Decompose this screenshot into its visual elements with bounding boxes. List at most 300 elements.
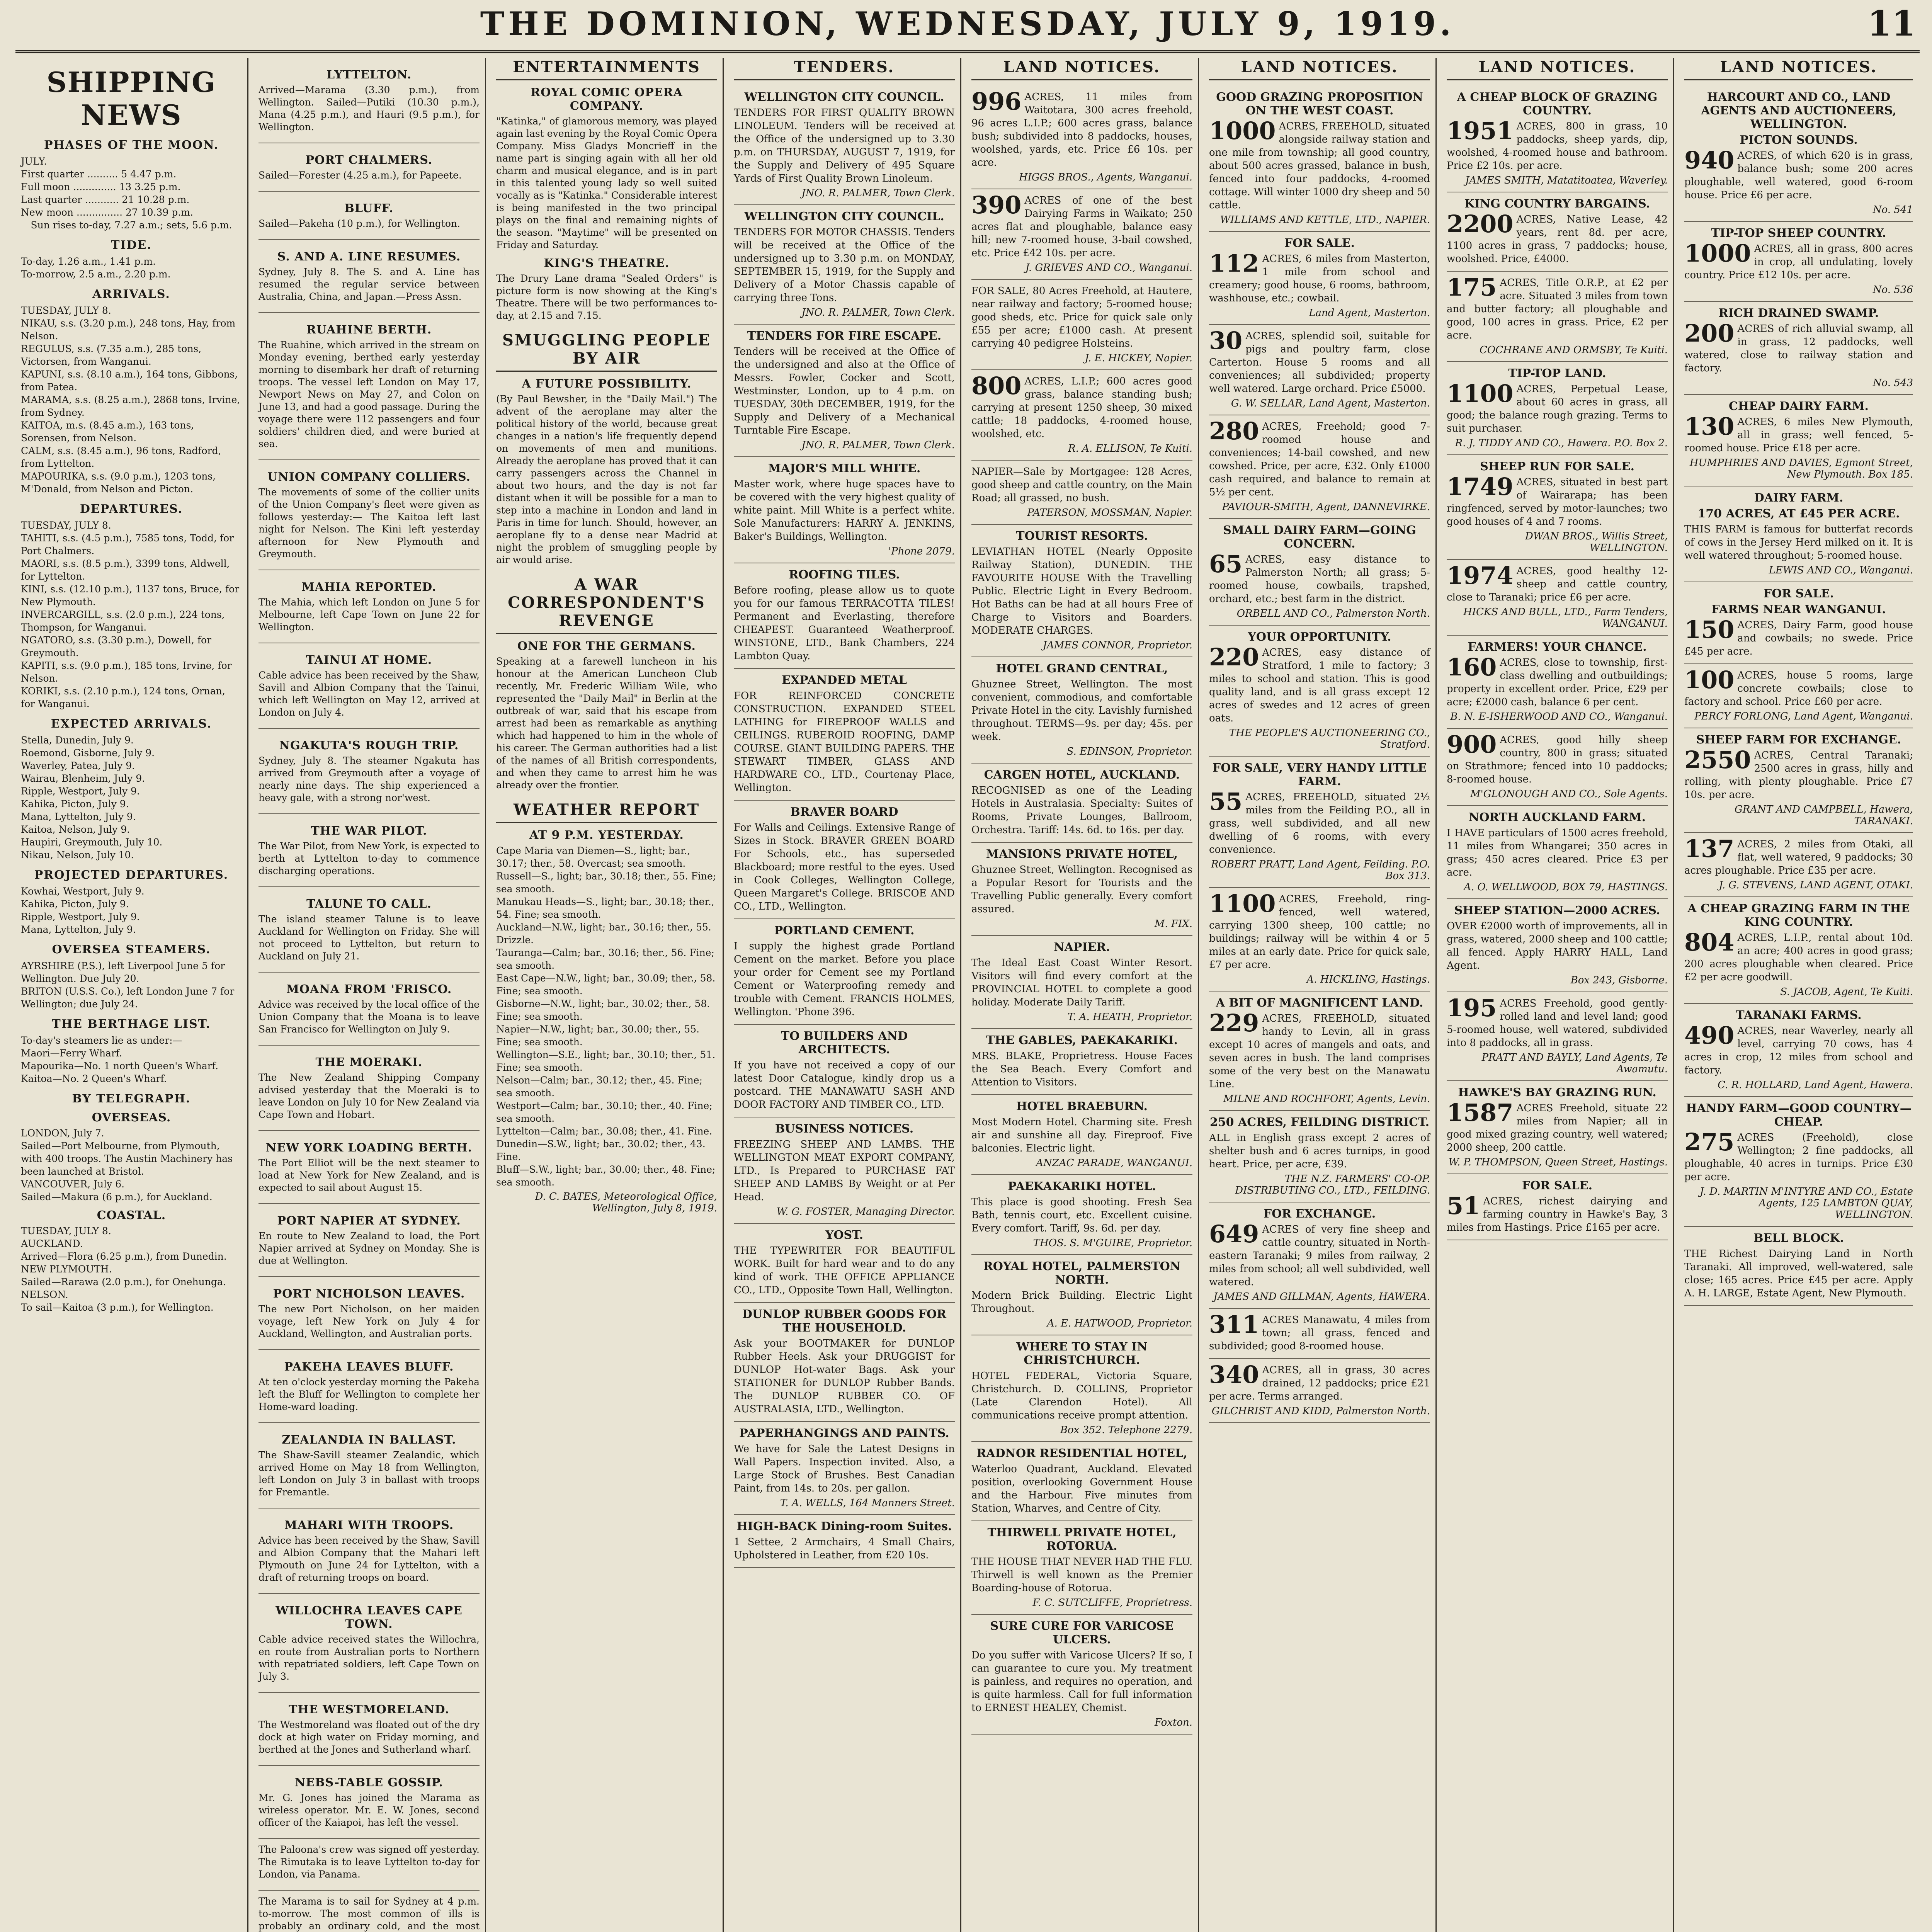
ad-body <box>971 284 1192 350</box>
ad-signature: WILLIAMS AND KETTLE, LTD., NAPIER. <box>1220 214 1430 226</box>
advertisement <box>1447 86 1668 192</box>
advertisement <box>971 1335 1192 1442</box>
ad-subtitle: PICTON SOUNDS. <box>1740 133 1858 147</box>
ad-body <box>1447 379 1668 435</box>
advertisement <box>971 657 1192 764</box>
shipping-item <box>259 143 480 192</box>
ad-acreage-number: 804 <box>1684 928 1735 956</box>
ad-title: RADNOR RESIDENTIAL HOTEL, <box>976 1447 1187 1460</box>
advertisement <box>1447 806 1668 899</box>
ad-text: ACRES, Dairy Farm, good house and cowbails; no swede. Price £45 per acre. <box>1684 619 1913 657</box>
ad-text: Most Modern Hotel. Charming site. Fresh air and sunshine all day. Fireproof. Five balconies. Electric light. <box>971 1116 1192 1154</box>
moon-heading: PHASES OF THE MOON. <box>44 138 219 152</box>
shipping-item <box>259 570 480 643</box>
shipping-item <box>259 1277 480 1350</box>
ad-signature: GRANT AND CAMPBELL, Hawera, TARANAKI. <box>1734 804 1913 827</box>
ad-acreage-number: 1100 <box>1447 379 1514 408</box>
shipping-item <box>259 1204 480 1277</box>
list-item: TUESDAY, JULY 8. <box>21 520 111 531</box>
moon-phases <box>21 155 242 219</box>
shipping-item <box>259 1839 480 1891</box>
shipping-item-title: THE WAR PILOT. <box>311 824 427 838</box>
ad-signature: W. G. FOSTER, Managing Director. <box>776 1206 955 1218</box>
ad-signature: LEWIS AND CO., Wanganui. <box>1769 565 1913 576</box>
ad-signature: HIGGS BROS., Agents, Wanganui. <box>1019 172 1192 183</box>
shipping-item-title: LYTTELTON. <box>326 68 412 82</box>
ad-signature: S. EDINSON, Proprietor. <box>1066 746 1192 757</box>
expected-heading: EXPECTED ARRIVALS. <box>51 717 212 731</box>
column-land-notices-3 <box>1441 58 1673 1932</box>
ad-acreage-number: 137 <box>1684 835 1735 863</box>
advertisement <box>734 86 955 205</box>
smuggling-article: (By Paul Bewsher, in the "Daily Mail.") The advent of the aeroplane may alter the political history of the world, because great changes in a nation's life frequently depend on movements of men and munitions. Already the aeroplane has proved that it can carry passengers across the Channel in about two hours, and the day is not far distant when it will be possible for a man to step into a machine in London and land in Paris in time for lunch. Should, however, an aeroplane fly to a dense near Madrid at night the problem of smuggling people by air would arise. <box>496 393 717 565</box>
list-item: REGULUS, s.s. (7.35 a.m.), 285 tons, Victorsen, from Wanganui. <box>21 343 202 367</box>
ad-body <box>971 1116 1192 1155</box>
list-item: Mana, Lyttelton, July 9. <box>21 811 136 822</box>
advertisement <box>1684 664 1913 728</box>
ad-body <box>734 1138 955 1204</box>
ad-text: ACRES, FREEHOLD, situated alongside railway station and one mile from township; all good country, about 500 acres grassed, balance in bush, fenced into four paddocks, 4-roomed cottage. Will winter 1000 dry sheep and 50 cattle. <box>1209 121 1430 211</box>
advertisement <box>971 1615 1192 1735</box>
ad-signature: Foxton. <box>1154 1717 1192 1728</box>
ad-title: EXPANDED METAL <box>782 673 907 687</box>
advertisement <box>971 525 1192 657</box>
ad-signature: B. N. E-ISHERWOOD AND CO., Wanganui. <box>1450 711 1668 723</box>
ad-title: RICH DRAINED SWAMP. <box>1718 306 1879 320</box>
advertisement <box>1684 302 1913 395</box>
list-item: Ripple, Westport, July 9. <box>21 911 140 922</box>
ad-title: HIGH-BACK Dining-room Suites. <box>736 1520 952 1533</box>
ad-title: THIRWELL PRIVATE HOTEL, ROTORUA. <box>987 1526 1177 1553</box>
ad-acreage-number: 900 <box>1447 730 1497 759</box>
ad-acreage-number: 100 <box>1684 666 1735 694</box>
ad-signature: GILCHRIST AND KIDD, Palmerston North. <box>1211 1405 1430 1417</box>
shipping-item <box>259 313 480 460</box>
ad-title: HOTEL GRAND CENTRAL, <box>996 662 1168 675</box>
shipping-item-body: The Shaw-Savill steamer Zealandic, which arrived Home on May 18 from Wellington, left London on July 3 in ballast with troops for Fremantle. <box>259 1449 480 1498</box>
ad-signature: J. D. MARTIN M'INTYRE AND CO., Estate Agents, 125 LAMBTON QUAY, WELLINGTON. <box>1700 1186 1913 1221</box>
shipping-item <box>259 460 480 570</box>
advertisement <box>734 457 955 563</box>
shipping-item-title: NEBS-TABLE GOSSIP. <box>294 1776 444 1789</box>
ad-signature: Land Agent, Masterton. <box>1309 307 1430 319</box>
war-correspondent-subheading: ONE FOR THE GERMANS. <box>517 639 696 653</box>
weather-line: Lyttelton—Calm; bar., 30.08; ther., 41. Fine. <box>496 1126 713 1137</box>
ad-title: WHERE TO STAY IN CHRISTCHURCH. <box>1016 1340 1148 1367</box>
list-item: NEW PLYMOUTH. <box>21 1264 112 1275</box>
ad-acreage-number: 490 <box>1684 1021 1735 1049</box>
advertisement <box>1447 636 1668 729</box>
advertisement <box>1447 729 1668 806</box>
ad-signature: T. A. WELLS, 164 Manners Street. <box>780 1497 955 1509</box>
shipping-item-body: The Marama is to sail for Sydney at 4 p.m. to-morrow. The most common of ills is probably an ordinary cold, and the most <box>259 1896 480 1932</box>
ad-title: FOR SALE. <box>1284 236 1355 250</box>
ad-text: ACRES of rich alluvial swamp, all in grass, 12 paddocks, well watered, close to railway station and factory. <box>1684 323 1913 374</box>
list-item: Ripple, Westport, July 9. <box>21 786 140 797</box>
advertisement <box>1684 1097 1913 1227</box>
weather-signature: D. C. BATES, Meteorological Office, Wellington, July 8, 1919. <box>535 1191 717 1214</box>
land-notices-ads-4 <box>1684 86 1913 1306</box>
weather-heading: WEATHER REPORT <box>496 801 717 823</box>
list-item: Mana, Lyttelton, July 9. <box>21 924 136 935</box>
ad-text: LEVIATHAN HOTEL (Nearly Opposite Railway Station), DUNEDIN. THE FAVOURITE HOUSE With the Travelling Public. Electric Light in Every Bedroom. Hot Baths can be had at all hours Free of Charge to Visitors and Boarders. MODERATE CHARGES. <box>971 546 1192 636</box>
ad-body <box>1447 730 1668 786</box>
ad-signature: DWAN BROS., Willis Street, WELLINGTON. <box>1525 531 1668 554</box>
list-item: JULY. <box>21 156 47 167</box>
ad-acreage-number: 200 <box>1684 319 1735 347</box>
ad-title: TARANAKI FARMS. <box>1736 1009 1862 1022</box>
ad-text: This place is good shooting. Fresh Sea Bath, tennis court, etc. Excellent cuisine. Every comfort. Tariff, 9s. 6d. per day. <box>971 1196 1192 1234</box>
advertisement <box>1209 888 1430 992</box>
ad-signature: S. JACOB, Agent, Te Kuiti. <box>1780 986 1913 998</box>
ad-title: A BIT OF MAGNIFICENT LAND. <box>1216 996 1423 1010</box>
advertisement <box>1684 222 1913 302</box>
ad-signature: PAVIOUR-SMITH, Agent, DANNEVIRKE. <box>1222 501 1430 513</box>
advertisement <box>971 1255 1192 1335</box>
list-item: NELSON. <box>21 1289 68 1300</box>
ad-acreage-number: 195 <box>1447 994 1497 1022</box>
advertisement <box>1209 1309 1430 1359</box>
ad-body <box>1684 746 1913 801</box>
advertisement <box>734 205 955 325</box>
land-notices-heading-2: LAND NOTICES. <box>1209 58 1430 80</box>
shipping-item-body: The Westmoreland was floated out of the dry dock at high water on Friday morning, and berthed at the Jones and Sutherland wharf. <box>259 1719 480 1755</box>
ad-text: Ask your BOOTMAKER for DUNLOP Rubber Heels. Ask your DRUGGIST for DUNLOP Hot-water Bags. Ask your STATIONER for DUNLOP Rubber Bands. The DUNLOP RUBBER CO. OF AUSTRALASIA, LTD., Wellington. <box>734 1338 955 1415</box>
shipping-item <box>259 1131 480 1204</box>
land-notices-ads-2 <box>1209 86 1430 1423</box>
ad-text: ACRES, house 5 rooms, large concrete cowbails; close to factory and school. Price £60 per acre. <box>1684 670 1913 707</box>
advertisement <box>734 1117 955 1224</box>
ad-signature: ORBELL AND CO., Palmerston North. <box>1236 608 1430 619</box>
advertisement <box>971 461 1192 525</box>
ad-body <box>1209 117 1430 212</box>
advertisement <box>734 325 955 457</box>
ad-text: ACRES, richest dairying and farming country in Hawke's Bay, 3 miles from Hastings. Price £165 per acre. <box>1447 1196 1668 1233</box>
ad-title: NORTH AUCKLAND FARM. <box>1468 811 1646 824</box>
column-tenders <box>728 58 960 1932</box>
ad-signature: HUMPHRIES AND DAVIES, Egmont Street, New Plymouth. Box 185. <box>1689 457 1913 480</box>
shipping-item <box>259 240 480 313</box>
list-item: To-day, 1.26 a.m., 1.41 p.m. <box>21 256 156 267</box>
ad-body <box>971 784 1192 837</box>
advertisement <box>1209 519 1430 626</box>
shipping-item-title: NEW YORK LOADING BERTH. <box>265 1141 473 1155</box>
departures-list <box>21 519 242 710</box>
ad-body <box>1447 117 1668 172</box>
ad-signature: A. E. HATWOOD, Proprietor. <box>1047 1318 1192 1329</box>
list-item: NIKAU, s.s. (3.20 p.m.), 248 tons, Hay, from Nelson. <box>21 318 236 342</box>
ad-title: HAWKE'S BAY GRAZING RUN. <box>1458 1086 1656 1099</box>
ad-title: HARCOURT AND CO., LAND AGENTS AND AUCTIONEERS, WELLINGTON. <box>1701 90 1896 131</box>
ad-acreage-number: 340 <box>1209 1361 1259 1389</box>
ad-text: I HAVE particulars of 1500 acres freehold, 11 miles from Whangarei; 350 acres in grass; 450 acres cleared. Price £3 per acre. <box>1447 827 1668 878</box>
ad-body <box>1447 210 1668 265</box>
list-item: KAPUNI, s.s. (8.10 a.m.), 164 tons, Gibbons, from Patea. <box>21 369 238 393</box>
ad-title: ROYAL HOTEL, PALMERSTON NORTH. <box>983 1260 1181 1287</box>
advertisement <box>1447 362 1668 455</box>
list-item: To-day's steamers lie as under:— <box>21 1035 182 1046</box>
column-rule <box>1198 58 1199 1932</box>
shipping-item <box>259 1423 480 1509</box>
weather-line: Tauranga—Calm; bar., 30.16; ther., 56. Fine; sea smooth. <box>496 947 714 971</box>
list-item: KINI, s.s. (12.10 p.m.), 1137 tons, Bruce, for New Plymouth. <box>21 583 240 607</box>
ad-text: ALL in English grass except 2 acres of shelter bush and 6 acres turnips, in good heart. Price, per acre, £39. <box>1209 1132 1430 1170</box>
advertisement <box>971 843 1192 936</box>
advertisement <box>1684 728 1913 833</box>
shipping-item <box>259 192 480 240</box>
ad-text: Waterloo Quadrant, Auckland. Elevated position, overlooking Government House and the Harbour. Five minutes from Station, Wharves, and Centre of City. <box>971 1463 1192 1514</box>
ad-text: Ghuznee Street, Wellington. Recognised as a Popular Resort for Tourists and the Travelling Public generally. Every comfort assured. <box>971 864 1192 915</box>
ad-signature: J. E. HICKEY, Napier. <box>1085 352 1192 364</box>
weather-line: Napier—N.W., light; bar., 30.00; ther., 55. Fine; sea smooth. <box>496 1024 700 1048</box>
shipping-item-body: Sailed—Forester (4.25 a.m.), for Papeete. <box>259 170 462 181</box>
ad-acreage-number: 1100 <box>1209 889 1276 918</box>
column-rule <box>485 58 486 1932</box>
advertisement <box>1209 1202 1430 1309</box>
ad-text: ACRES, 11 miles from Waitotara, 300 acres freehold, 96 acres L.I.P.; 600 acres grass, balance bush; subdivided into 8 paddocks, houses, woolshed, yards, etc. Price £6 10s. per acre. <box>971 91 1192 168</box>
shipping-item-title: TALUNE TO CALL. <box>306 897 432 911</box>
ad-subtitle: 170 ACRES, AT £45 PER ACRE. <box>1697 507 1900 520</box>
ad-title: SURE CURE FOR VARICOSE ULCERS. <box>990 1619 1174 1646</box>
overseas-list <box>21 959 242 1010</box>
advertisement <box>1684 1004 1913 1097</box>
ad-text: ACRES, L.I.P., rental about 10d. an acre; 400 acres in good grass; 200 acres ploughable when cleared. Price £2 per acre goodwill. <box>1684 932 1913 983</box>
advertisement <box>1209 1111 1430 1202</box>
ad-text: The Ideal East Coast Winter Resort. Visitors will find every comfort at the PROVINCIAL HOTEL to complete a good holiday. Moderate Daily Tariff. <box>971 957 1192 1008</box>
ad-text: ACRES, all in grass, 800 acres in crop, all undulating, lovely country. Price £12 10s. per acre. <box>1684 243 1913 281</box>
ad-body <box>1447 473 1668 528</box>
ad-acreage-number: 1000 <box>1684 239 1751 267</box>
ad-signature: Box 352. Telephone 2279. <box>1060 1424 1192 1436</box>
list-item: Sailed—Rarawa (2.0 p.m.), for Onehunga. <box>21 1276 226 1287</box>
ad-text: ACRES, 6 miles from Masterton, 1 mile from school and creamery; good house, 6 rooms, bathroom, washhouse, etc.; cowbail. <box>1209 253 1430 304</box>
shipping-item-body: Mr. G. Jones has joined the Marama as wireless operator. Mr. E. W. Jones, second officer of the Kaiapoi, has left the vessel. <box>259 1792 480 1828</box>
ad-body <box>1684 835 1913 877</box>
arrivals-heading: ARRIVALS. <box>92 287 170 301</box>
ad-body <box>1209 249 1430 305</box>
ad-signature: HICKS AND BULL, LTD., Farm Tenders, WANGANUI. <box>1463 606 1668 629</box>
ad-signature: JAMES AND GILLMAN, Agents, HAWERA. <box>1213 1291 1430 1303</box>
shipping-item-title: RUAHINE BERTH. <box>306 323 432 337</box>
ad-title: SHEEP FARM FOR EXCHANGE. <box>1696 733 1901 747</box>
weather-line: Auckland—N.W., light; bar., 30.16; ther., 55. Drizzle. <box>496 922 711 946</box>
column-shipping-items <box>253 58 485 1932</box>
shipping-item-body: En route to New Zealand to load, the Port Napier arrived at Sydney on Monday. She is due at Wellington. <box>259 1230 480 1266</box>
masthead <box>15 0 1920 53</box>
ad-body <box>1684 523 1913 562</box>
ad-title: WELLINGTON CITY COUNCIL. <box>744 210 944 223</box>
list-item: New moon ............... 27 10.39 p.m. <box>21 207 193 218</box>
list-item: Mapourika—No. 1 north Queen's Wharf. <box>21 1060 218 1071</box>
shipping-item-title: MAHARI WITH TROOPS. <box>284 1519 454 1532</box>
ad-body <box>971 465 1192 505</box>
ad-text: ACRES Manawatu, 4 miles from town; all grass, fenced and subdivided; good 8-roomed house. <box>1209 1314 1430 1352</box>
advertisement <box>971 189 1192 280</box>
ad-body <box>734 1244 955 1297</box>
ad-text: Master work, where huge spaces have to be covered with the very highest quality of white paint. Mill White is a perfect white. Sole Manufacturers: HARRY A. JENKINS, Baker's Buildings, Wellington. <box>734 478 955 543</box>
weather-line: Manukau Heads—S., light; bar., 30.18; ther., 54. Fine; sea smooth. <box>496 896 714 920</box>
shipping-item <box>259 814 480 887</box>
advertisement <box>1209 626 1430 757</box>
ad-title: DAIRY FARM. <box>1754 491 1844 505</box>
ad-body <box>971 87 1192 169</box>
weather-line: Bluff—S.W., light; bar., 30.00; ther., 48. Fine; sea smooth. <box>496 1164 716 1188</box>
ad-text: ACRES, easy distance of Stratford, 1 mile to factory; 3 miles to school and station. This is good quality land, and is all grass except 12 acres of swedes and 12 acres of green oats. <box>1209 647 1430 724</box>
ad-title: TO BUILDERS AND ARCHITECTS. <box>781 1029 908 1056</box>
ad-signature: ROBERT PRATT, Land Agent, Feilding. P.O. Box 313. <box>1211 859 1430 882</box>
ad-signature: THE PEOPLE'S AUCTIONEERING CO., Stratford. <box>1229 727 1430 750</box>
advertisement <box>1447 560 1668 636</box>
weather-subheading: AT 9 P.M. YESTERDAY. <box>529 828 684 842</box>
shipping-item-title: THE WESTMORELAND. <box>289 1703 449 1716</box>
ad-text: HOTEL FEDERAL, Victoria Square, Christchurch. D. COLLINS, Proprietor (Late Clarendon Hotel). All communications receive prompt attention. <box>971 1370 1192 1421</box>
smuggling-subheading: A FUTURE POSSIBILITY. <box>522 377 692 391</box>
advertisement <box>971 1442 1192 1521</box>
ad-signature: JNO. R. PALMER, Town Clerk. <box>801 187 955 199</box>
ad-acreage-number: 112 <box>1209 249 1259 277</box>
telegraph-heading: BY TELEGRAPH. <box>72 1092 191 1105</box>
column-rule <box>723 58 724 1932</box>
ad-title: SHEEP RUN FOR SALE. <box>1480 460 1634 473</box>
advertisement <box>1447 1081 1668 1174</box>
ad-title: HANDY FARM—GOOD COUNTRY—CHEAP. <box>1686 1102 1912 1129</box>
sun-times: Sun rises to-day, 7.27 a.m.; sets, 5.6 p.m. <box>31 219 232 231</box>
ad-body <box>734 821 955 913</box>
war-correspondent-heading: A WAR CORRESPONDENT'S REVENGE <box>496 575 717 634</box>
list-item: First quarter .......... 5 4.47 p.m. <box>21 168 177 180</box>
ad-text: TENDERS FOR MOTOR CHASSIS. Tenders will be received at the Office of the undersigned up to 3.30 p.m. on MONDAY, SEPTEMBER 15, 1919, for the Supply and Delivery of a Motor Chassis capable of carrying three Tons. <box>734 226 955 304</box>
list-item: Stella, Dunedin, July 9. <box>21 735 134 746</box>
ad-body <box>1209 1009 1430 1091</box>
shipping-item <box>259 1350 480 1423</box>
list-item: BRITON (U.S.S. Co.), left London June 7 for Wellington; due July 24. <box>21 986 235 1010</box>
list-item: TAHITI, s.s. (4.5 p.m.), 7585 tons, Todd, for Port Chalmers. <box>21 532 234 556</box>
ad-text: ACRES, Perpetual Lease, about 60 acres in grass, all good; the balance rough grazing. Terms to suit purchaser. <box>1447 383 1668 434</box>
column-rule <box>1673 58 1674 1932</box>
ad-text: THE Richest Dairying Land in North Taranaki. All improved, well-watered, sale close; 165 acres. Price £45 per acre. Apply A. H. LARGE, Estate Agent, New Plymouth. <box>1684 1248 1913 1299</box>
ad-body <box>734 106 955 185</box>
ad-title: THE GABLES, PAEKAKARIKI. <box>986 1034 1178 1047</box>
shipping-item-title: MAHIA REPORTED. <box>301 580 437 594</box>
list-item: KAPITI, s.s. (9.0 p.m.), 185 tons, Irvine, for Nelson. <box>21 660 232 684</box>
departures-heading: DEPARTURES. <box>80 502 183 516</box>
ad-signature: Box 243, Gisborne. <box>1570 975 1668 986</box>
ad-title: A CHEAP BLOCK OF GRAZING COUNTRY. <box>1457 90 1658 117</box>
ad-body <box>971 956 1192 1009</box>
ad-title: BELL BLOCK. <box>1753 1231 1844 1245</box>
column-land-notices-4 <box>1679 58 1918 1932</box>
ad-body <box>971 1555 1192 1595</box>
ad-signature: F. C. SUTCLIFFE, Proprietress. <box>1032 1597 1192 1609</box>
ad-acreage-number: 51 <box>1447 1192 1480 1220</box>
ad-body <box>734 1059 955 1111</box>
ad-text: ACRES, Native Lease, 42 years, rent 8d. per acre, 1100 acres in grass, 7 paddocks; house, woolshed. Price, £4000. <box>1447 214 1668 265</box>
ad-text: ACRES, Freehold; good 7-roomed house and conveniences; 14-bail cowshed, and new cowshed. Price, per acre, £32. Only £1000 cash required, and balance to remain at 5½ per cent. <box>1209 421 1430 498</box>
advertisement <box>971 1029 1192 1095</box>
shipping-item <box>259 973 480 1046</box>
list-item: Kaitoa—No. 2 Queen's Wharf. <box>21 1073 167 1084</box>
ad-title: YOUR OPPORTUNITY. <box>1248 630 1391 644</box>
advertisement <box>734 1025 955 1117</box>
ad-text: Modern Brick Building. Electric Light Throughout. <box>971 1290 1192 1315</box>
list-item: MARAMA, s.s. (8.25 a.m.), 2868 tons, Irvine, from Sydney. <box>21 394 240 418</box>
advertisement <box>971 1521 1192 1615</box>
shipping-item <box>259 729 480 814</box>
ad-title: FOR SALE. <box>1522 1179 1593 1192</box>
ad-signature: JNO. R. PALMER, Town Clerk. <box>801 439 955 451</box>
shipping-item-body: Cable advice has been received by the Shaw, Savill and Albion Company that the Tainui, which left Wellington on May 12, arrived at London on July 4. <box>259 670 480 718</box>
list-item: Roemond, Gisborne, July 9. <box>21 747 155 759</box>
list-item: Kowhai, Westport, July 9. <box>21 886 145 897</box>
column-rule <box>1435 58 1437 1932</box>
ad-text: ACRES (Freehold), close Wellington; 2 fine paddocks, all ploughable, 40 acres in turnips. Price £30 per acre. <box>1684 1132 1913 1183</box>
ad-text: ACRES, good hilly sheep country, 800 in grass; situated on Strathmore; fenced into 10 paddocks; 8-roomed house. <box>1447 734 1668 785</box>
ad-body <box>1447 653 1668 709</box>
advertisement <box>734 563 955 669</box>
ad-text: FOR REINFORCED CONCRETE CONSTRUCTION. EXPANDED STEEL LATHING for FIREPROOF WALLS and CEILINGS. RUBEROID ROOFING, DAMP COURSE. GIANT BUILDING PAPERS. THE STEWART TIMBER, GLASS AND HARDWARE CO., LTD., Courtenay Place, Wellington. <box>734 690 955 794</box>
ad-text: ACRES, FREEHOLD, situated handy to Levin, all in grass except 10 acres of mangels and oats, and seven acres in bush. The land comprises some of the very best on the Manawatu Line. <box>1209 1013 1430 1090</box>
coastal-list <box>21 1225 242 1314</box>
ad-text: ACRES Freehold, situate 22 miles from Napier; all in good mixed grazing country, well watered; 2000 sheep, 200 cattle. <box>1447 1102 1668 1153</box>
ad-title: GOOD GRAZING PROPOSITION ON THE WEST COAST. <box>1216 90 1423 117</box>
ad-body <box>1209 550 1430 605</box>
ad-text: ACRES of very fine sheep and cattle country, situated in North-eastern Taranaki; 9 miles from railway, 2 miles from school; all well subdivided, well watered. <box>1209 1224 1430 1288</box>
advertisement <box>1684 582 1913 664</box>
ad-signature: COCHRANE AND ORMSBY, Te Kuiti. <box>1480 344 1668 356</box>
ad-body <box>1209 327 1430 395</box>
advertisement <box>734 669 955 801</box>
advertisement <box>1684 897 1913 1004</box>
ad-title: FOR SALE, VERY HANDY LITTLE FARM. <box>1212 761 1427 788</box>
ad-title: BRAVER BOARD <box>790 805 898 819</box>
list-item: To-morrow, 2.5 a.m., 2.20 p.m. <box>21 269 171 280</box>
weather-line: Dunedin—S.W., light; bar., 30.02; ther., 43. Fine. <box>496 1138 706 1162</box>
ad-signature: No. 536 <box>1872 284 1913 296</box>
list-item: Waverley, Patea, July 9. <box>21 760 135 771</box>
ad-body <box>1209 1310 1430 1353</box>
ad-acreage-number: 1000 <box>1209 117 1276 145</box>
ad-signature: J. GRIEVES AND CO., Wanganui. <box>1025 262 1192 274</box>
ad-body <box>734 478 955 543</box>
ad-title: TOURIST RESORTS. <box>1016 529 1148 543</box>
ad-body <box>734 226 955 304</box>
ad-acreage-number: 175 <box>1447 273 1497 301</box>
ad-acreage-number: 1974 <box>1447 561 1514 590</box>
ad-acreage-number: 150 <box>1684 616 1735 644</box>
ad-text: ACRES Freehold, good gently-rolled land and level land; good 5-roomed house, well watered, subdivided into 8 paddocks, all in grass. <box>1447 998 1668 1049</box>
ad-text: THIS FARM is famous for butterfat records of cows in the Jersey Herd milked on it. It is well watered throughout; 5-roomed house. <box>1684 524 1913 561</box>
list-item: Maori—Ferry Wharf. <box>21 1048 122 1059</box>
shipping-item-title: WILLOCHRA LEAVES CAPE TOWN. <box>276 1604 463 1631</box>
list-item: Sailed—Makura (6 p.m.), for Auckland. <box>21 1191 213 1202</box>
shipping-news-heading: SHIPPING NEWS <box>46 66 216 131</box>
ad-acreage-number: 1951 <box>1447 117 1514 145</box>
ad-signature: JNO. R. PALMER, Town Clerk. <box>801 307 955 318</box>
ad-title: PORTLAND CEMENT. <box>774 924 915 937</box>
ad-body <box>1447 1192 1668 1234</box>
list-item: Full moon .............. 13 3.25 p.m. <box>21 181 181 192</box>
shipping-item-body: Sydney, July 8. The steamer Ngakuta has arrived from Greymouth after a voyage of nearly nine days. The ship experienced a heavy gale, with a strong nor'west. <box>259 755 480 803</box>
advertisement <box>1209 415 1430 519</box>
shipping-item <box>259 1046 480 1131</box>
weather-line: Westport—Calm; bar., 30.10; ther., 40. Fine; sea smooth. <box>496 1100 713 1124</box>
shipping-item-body: Sydney, July 8. The S. and A. Line has resumed the regular service between Australia, China, and Japan.—Press Assn. <box>259 266 480 302</box>
war-correspondent-article: Speaking at a farewell luncheon in his honour at the American Luncheon Club recently, Mr. Frederic William Wile, who represented the "Daily Mail" in Berlin at the outbreak of war, said that his escape from arrest had been as remarkable as anything which had happened to him in the whole of his career. The German authorities had a list of the names of all British correspondents, and when they came to arrest him he was already over the frontier. <box>496 656 717 791</box>
ad-title: TIP-TOP LAND. <box>1508 367 1606 380</box>
ad-signature: M. FIX. <box>1154 918 1192 930</box>
ad-body <box>1209 1220 1430 1289</box>
ad-acreage-number: 1749 <box>1447 473 1514 501</box>
